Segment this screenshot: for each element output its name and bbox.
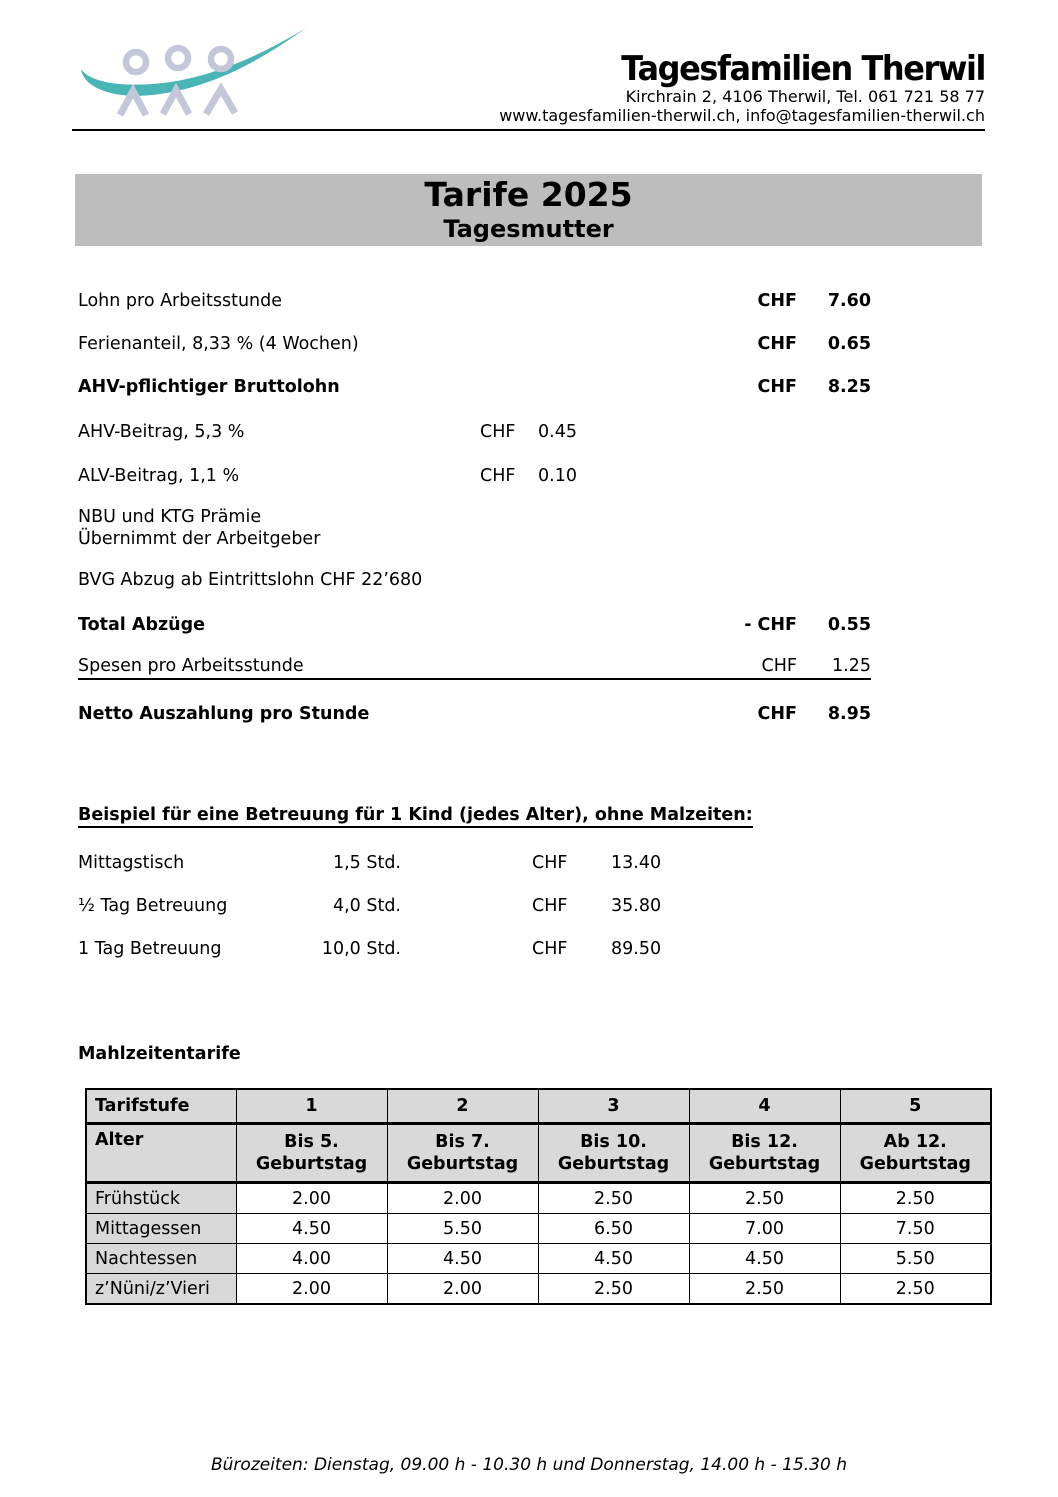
- example-row-mittagstisch: [78, 853, 871, 874]
- table-row-nachtessen: [86, 1244, 991, 1274]
- row-label: AHV-Beitrag, 5,3 %: [78, 422, 245, 442]
- currency: CHF: [532, 853, 568, 873]
- hours: 1,5 Std.: [332, 853, 401, 873]
- row-ferienanteil: [78, 334, 871, 355]
- logo-head-icon: [168, 48, 188, 68]
- row-label: Frühstück: [86, 1183, 236, 1214]
- row-label: Total Abzüge: [78, 615, 206, 635]
- table-row-fruehstueck: [86, 1183, 991, 1214]
- amount: 0.55: [827, 615, 871, 635]
- row-netto: [78, 704, 871, 725]
- currency: CHF: [757, 334, 797, 354]
- age-line1: Bis 5.: [284, 1132, 339, 1152]
- currency: CHF: [480, 466, 516, 486]
- table-row-alter: [86, 1124, 991, 1183]
- row-label: Netto Auszahlung pro Stunde: [78, 704, 370, 724]
- price-cell: 2.00: [236, 1183, 387, 1214]
- logo-head-icon: [126, 52, 146, 72]
- currency: CHF: [532, 896, 568, 916]
- amount: 13.40: [611, 853, 662, 873]
- amount: 0.65: [827, 334, 871, 354]
- amount: 0.10: [538, 466, 577, 486]
- row-alv-beitrag: [78, 466, 871, 487]
- meal-table-heading: Mahlzeitentarife: [78, 1044, 241, 1064]
- price-cell: 2.50: [538, 1183, 689, 1214]
- column-header: 2: [387, 1089, 538, 1124]
- column-header: 3: [538, 1089, 689, 1124]
- row-label: AHV-pflichtiger Bruttolohn: [78, 377, 340, 397]
- currency: - CHF: [744, 615, 797, 635]
- currency: CHF: [761, 656, 797, 676]
- age-line1: Ab 12.: [883, 1132, 947, 1152]
- row-ahv-beitrag: [78, 422, 871, 443]
- row-label: z’Nüni/z’Vieri: [86, 1274, 236, 1305]
- price-cell: 2.50: [840, 1183, 991, 1214]
- amount: 8.95: [827, 704, 871, 724]
- column-header: [387, 1124, 538, 1183]
- column-header: [236, 1124, 387, 1183]
- row-label: ALV-Beitrag, 1,1 %: [78, 466, 240, 486]
- logo-figure-icon: [163, 90, 189, 114]
- price-cell: 2.00: [387, 1183, 538, 1214]
- row-label: Lohn pro Arbeitsstunde: [78, 291, 283, 311]
- amount: 8.25: [827, 377, 871, 397]
- currency: CHF: [480, 422, 516, 442]
- price-cell: 5.50: [840, 1244, 991, 1274]
- meal-tariff-table: [85, 1088, 992, 1305]
- logo-swoosh: [81, 28, 306, 96]
- row-label: Mittagstisch: [78, 853, 185, 873]
- column-header: 1: [236, 1089, 387, 1124]
- table-row-mittagessen: [86, 1214, 991, 1244]
- column-header: 4: [689, 1089, 840, 1124]
- age-line2: Geburtstag: [406, 1154, 519, 1174]
- amount: 7.60: [827, 291, 871, 311]
- row-total-abzuege: [78, 615, 871, 636]
- logo-figure-icon: [206, 89, 235, 114]
- table-row-tarifstufe: [86, 1089, 991, 1124]
- column-header: [538, 1124, 689, 1183]
- row-bruttolohn: [78, 377, 871, 398]
- price-cell: 7.00: [689, 1214, 840, 1244]
- hours: 4,0 Std.: [332, 896, 401, 916]
- price-cell: 2.50: [538, 1274, 689, 1305]
- amount: 0.45: [538, 422, 577, 442]
- row-lohn: [78, 291, 871, 312]
- org-name: Tagesfamilien Therwil: [621, 49, 985, 89]
- column-header: [689, 1124, 840, 1183]
- column-header: Alter: [86, 1124, 236, 1183]
- row-label: Mittagessen: [86, 1214, 236, 1244]
- row-label: Spesen pro Arbeitsstunde: [78, 656, 304, 676]
- org-address: Kirchrain 2, 4106 Therwil, Tel. 061 721 58 77: [625, 87, 985, 106]
- tagesfamilien-logo: [75, 25, 310, 123]
- age-line1: Bis 10.: [580, 1132, 647, 1152]
- age-line2: Geburtstag: [859, 1154, 971, 1174]
- table-row-znueni: [86, 1274, 991, 1305]
- page-subtitle: Tagesmutter: [443, 215, 614, 243]
- price-cell: 7.50: [840, 1214, 991, 1244]
- row-label: Ferienanteil, 8,33 % (4 Wochen): [78, 334, 359, 354]
- currency: CHF: [757, 377, 797, 397]
- title-banner: [75, 174, 982, 246]
- price-cell: 2.00: [387, 1274, 538, 1305]
- price-cell: 4.00: [236, 1244, 387, 1274]
- currency: CHF: [532, 939, 568, 959]
- row-label: ½ Tag Betreuung: [78, 896, 228, 916]
- column-header: [840, 1124, 991, 1183]
- price-cell: 2.50: [689, 1274, 840, 1305]
- amount: 89.50: [611, 939, 662, 959]
- row-label: BVG Abzug ab Eintrittslohn CHF 22’680: [78, 570, 423, 590]
- row-label: 1 Tag Betreuung: [78, 939, 222, 959]
- price-cell: 4.50: [236, 1214, 387, 1244]
- age-line2: Geburtstag: [708, 1154, 821, 1174]
- column-header: 5: [840, 1089, 991, 1124]
- price-cell: 5.50: [387, 1214, 538, 1244]
- price-cell: 2.00: [236, 1274, 387, 1305]
- age-line1: Bis 12.: [731, 1132, 798, 1152]
- example-section-heading: Beispiel für eine Betreuung für 1 Kind (jedes Alter), ohne Malzeiten:: [78, 805, 753, 828]
- price-cell: 4.50: [387, 1244, 538, 1274]
- office-hours-note: Bürozeiten: Dienstag, 09.00 h - 10.30 h und Donnerstag, 14.00 h - 15.30 h: [211, 1455, 847, 1475]
- currency: CHF: [757, 291, 797, 311]
- row-spesen: [78, 656, 871, 680]
- example-row-ganztag: [78, 939, 871, 960]
- header-divider: [72, 129, 985, 131]
- price-cell: 4.50: [689, 1244, 840, 1274]
- hours: 10,0 Std.: [321, 939, 401, 959]
- amount: 1.25: [832, 656, 871, 676]
- row-label: NBU und KTG Prämie: [78, 507, 262, 527]
- org-contact: www.tagesfamilien-therwil.ch, info@tagesfamilien-therwil.ch: [499, 105, 985, 125]
- price-cell: 4.50: [538, 1244, 689, 1274]
- example-row-halbtag: [78, 896, 871, 917]
- header: [499, 50, 985, 125]
- price-cell: 2.50: [689, 1183, 840, 1214]
- column-header: Tarifstufe: [86, 1089, 236, 1124]
- row-label: Nachtessen: [86, 1244, 236, 1274]
- amount: 35.80: [611, 896, 662, 916]
- page-title: Tarife 2025: [424, 175, 633, 214]
- age-line1: Bis 7.: [435, 1132, 490, 1152]
- row-bvg: [78, 570, 871, 591]
- price-cell: 6.50: [538, 1214, 689, 1244]
- logo-head-icon: [211, 49, 231, 69]
- age-line2: Geburtstag: [255, 1154, 368, 1174]
- price-cell: 2.50: [840, 1274, 991, 1305]
- row-label-line2: Übernimmt der Arbeitgeber: [78, 529, 321, 549]
- age-line2: Geburtstag: [557, 1154, 670, 1174]
- currency: CHF: [757, 704, 797, 724]
- row-nbu-ktg: [78, 507, 871, 549]
